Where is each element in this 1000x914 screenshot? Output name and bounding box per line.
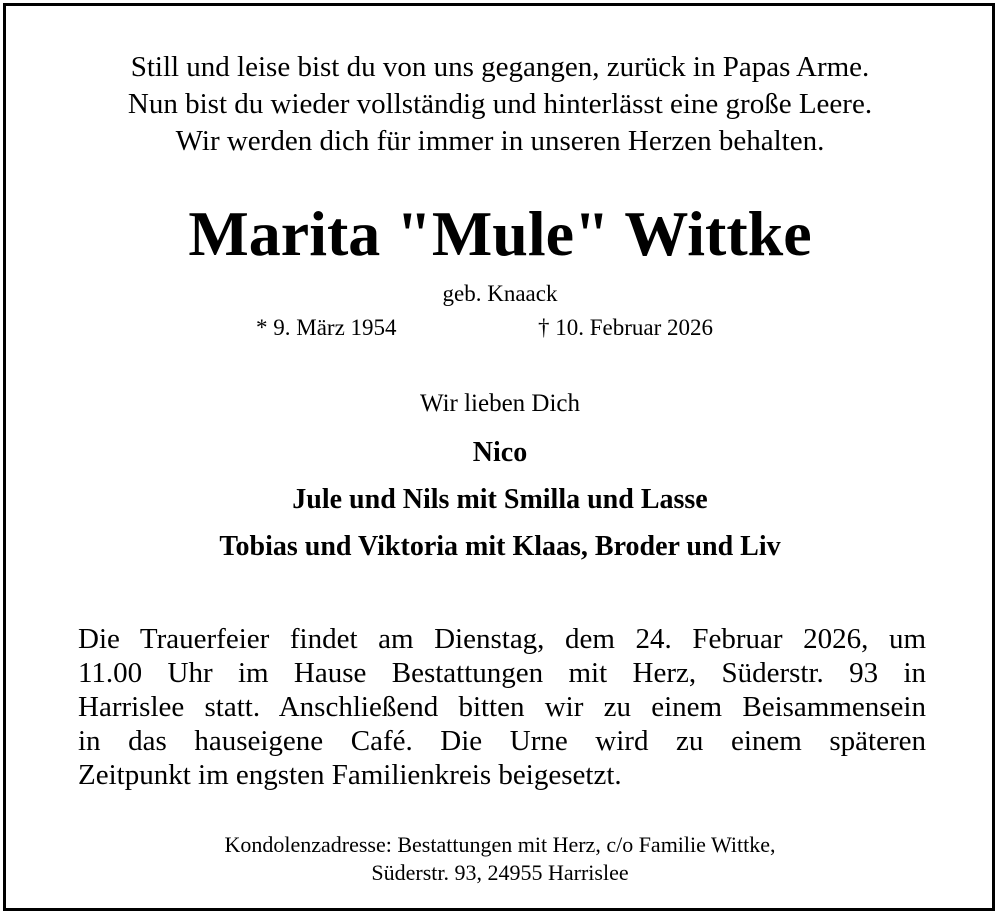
family-member: Nico	[472, 437, 528, 468]
service-details	[78, 622, 926, 792]
poem-line: Still und leise bist du von uns gegangen, zurück in Papas Arme.	[130, 51, 870, 83]
family-member: Jule und Nils mit Smilla und Lasse	[292, 484, 708, 515]
birth-date: * 9. März 1954	[256, 315, 397, 340]
love-line: Wir lieben Dich	[419, 390, 581, 417]
family-member: Tobias und Viktoria mit Klaas, Broder und Liv	[219, 531, 781, 562]
service-line: 11.00 Uhr im Hause Bestattungen mit Herz, Süderstr. 93 in	[78, 657, 926, 689]
address-line: Kondolenzadresse: Bestattungen mit Herz, c/o Familie Wittke,	[224, 832, 776, 857]
service-line: in das hauseigene Café. Die Urne wird zu einem späteren	[78, 725, 926, 757]
service-line: Die Trauerfeier findet am Dienstag, dem 24. Februar 2026, um	[78, 623, 926, 655]
service-line: Zeitpunkt im engsten Familienkreis beigesetzt.	[78, 759, 622, 791]
poem-line: Nun bist du wieder vollständig und hinterlässt eine große Leere.	[127, 88, 873, 120]
condolence-address	[0, 831, 1000, 887]
service-line: Harrislee statt. Anschließend bitten wir zu einem Beisammensein	[78, 691, 926, 723]
address-line: Süderstr. 93, 24955 Harrislee	[371, 860, 629, 885]
poem-line: Wir werden dich für immer in unseren Herzen behalten.	[175, 125, 825, 157]
born-name: geb. Knaack	[442, 281, 558, 306]
deceased-name: Marita "Mule" Wittke	[188, 198, 812, 269]
poem	[0, 49, 1000, 160]
death-date: † 10. Februar 2026	[538, 315, 714, 340]
